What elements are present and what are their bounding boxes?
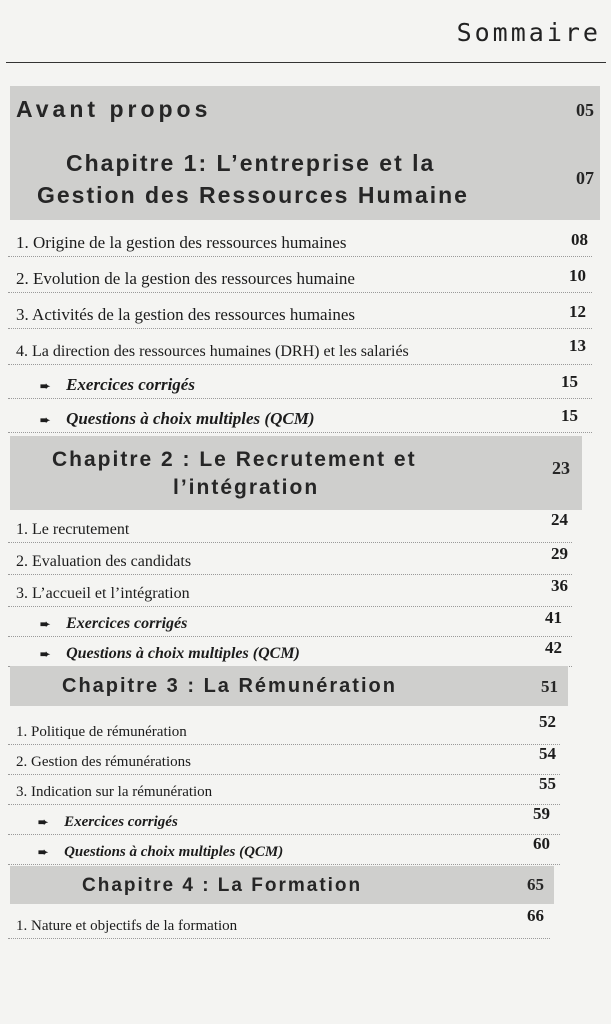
toc-extra-page: 59 [533,804,550,823]
toc-item-label: 1. Nature et objectifs de la formation [16,918,238,934]
arrow-right-icon: ➨ [40,647,51,661]
chapter-2-band [10,436,582,510]
chapter-3-page: 51 [541,677,558,696]
arrow-right-icon: ➨ [38,845,49,859]
chapter-1-heading-line2[interactable]: Gestion des Ressources Humaine [37,182,469,208]
toc-row[interactable] [8,262,592,293]
toc-row[interactable] [8,298,592,329]
page-title: Sommaire [456,18,601,47]
chapter-3-band [10,666,568,706]
toc-item-label: 2. Evolution de la gestion des ressources humaine [16,269,355,288]
toc-item-page: 29 [551,544,568,563]
chapter-1-band [10,86,600,220]
toc-extra-page: 42 [545,638,562,657]
toc-row-exercises[interactable] [8,804,560,835]
toc-item-page: 36 [551,576,568,595]
toc-item-page: 13 [569,336,586,355]
toc-item-label: 3. L’accueil et l’intégration [16,585,190,602]
toc-row[interactable] [8,512,572,543]
toc-item-label: 4. La direction des ressources humaines (DRH) et les salariés [16,343,409,360]
toc-item-page: 12 [569,302,586,321]
toc-extra-label: Questions à choix multiples (QCM) [66,409,315,428]
chapter-3-heading[interactable]: Chapitre 3 : La Rémunération [62,675,397,697]
avant-propos-page: 05 [576,100,594,120]
toc-item-label: 2. Gestion des rémunérations [16,754,191,770]
toc-extra-page: 15 [561,372,578,391]
toc-extra-label: Exercices corrigés [66,615,188,632]
toc-item-page: 66 [527,906,544,925]
chapter-4-heading[interactable]: Chapitre 4 : La Formation [82,875,363,896]
title-divider [6,62,606,63]
arrow-right-icon: ➨ [40,617,51,631]
chapter-1-page: 07 [576,168,594,188]
toc-row[interactable] [8,334,592,365]
toc-item-label: 1. Origine de la gestion des ressources humaines [16,233,347,252]
toc-item-label: 3. Indication sur la rémunération [16,784,213,800]
toc-item-label: 1. Le recrutement [16,521,130,538]
arrow-right-icon: ➨ [40,413,51,427]
toc-row-qcm[interactable] [8,636,572,667]
toc-item-page: 52 [539,712,556,731]
toc-item-page: 55 [539,774,556,793]
chapter-4-band [10,866,554,904]
toc-row-qcm[interactable] [8,402,592,433]
toc-item-page: 08 [571,230,588,249]
toc-item-label: 3. Activités de la gestion des ressources humaines [16,305,355,324]
toc-extra-page: 60 [533,834,550,853]
arrow-right-icon: ➨ [38,815,49,829]
toc-row[interactable] [8,908,550,939]
chapter-2-heading-line1[interactable]: Chapitre 2 : Le Recrutement et [52,448,417,471]
chapter-2-heading-line2[interactable]: l’intégration [173,476,320,499]
toc-extra-page: 41 [545,608,562,627]
toc-row[interactable] [8,544,572,575]
toc-item-page: 24 [551,510,568,529]
avant-propos-label[interactable]: Avant propos [16,96,212,122]
toc-item-label: 1. Politique de rémunération [16,724,187,740]
toc-row[interactable] [8,744,560,775]
toc-row-exercises[interactable] [8,606,572,637]
toc-extra-label: Questions à choix multiples (QCM) [64,844,284,860]
toc-item-page: 54 [539,744,556,763]
toc-row[interactable] [8,774,560,805]
toc-row-qcm[interactable] [8,834,560,865]
chapter-4-page: 65 [527,875,544,894]
toc-row[interactable] [8,714,560,745]
toc-row-exercises[interactable] [8,368,592,399]
arrow-right-icon: ➨ [40,379,51,393]
toc-item-page: 10 [569,266,586,285]
toc-extra-label: Exercices corrigés [66,375,195,394]
toc-extra-page: 15 [561,406,578,425]
toc-extra-label: Questions à choix multiples (QCM) [66,645,300,662]
toc-row[interactable] [8,576,572,607]
toc-extra-label: Exercices corrigés [64,814,178,830]
chapter-1-heading-line1[interactable]: Chapitre 1: L’entreprise et la [66,150,436,176]
chapter-2-page: 23 [552,458,570,478]
toc-item-label: 2. Evaluation des candidats [16,553,192,570]
toc-row[interactable] [8,226,592,257]
